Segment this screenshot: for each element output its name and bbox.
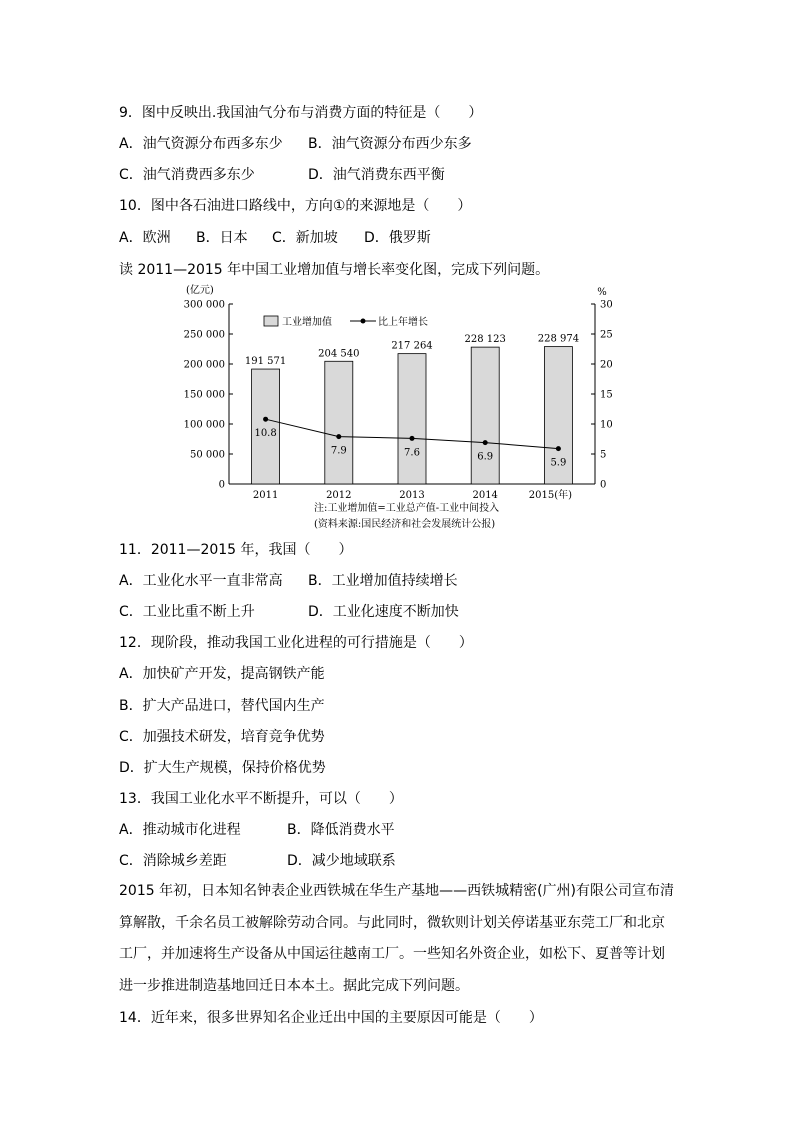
question-13-option-b: B．降低消费水平 <box>287 822 395 838</box>
question-10-option-b: B．日本 <box>196 230 248 246</box>
growth-point-2012 <box>336 434 341 439</box>
growth-label-2015: 5.9 <box>550 457 567 469</box>
growth-label-2012: 7.9 <box>330 445 347 457</box>
question-12-stem: 12．现阶段，推动我国工业化进程的可行措施是（ ） <box>119 635 473 651</box>
question-11-option-b: B．工业增加值持续增长 <box>308 573 458 589</box>
question-9-option-a: A．油气资源分布西多东少 <box>119 136 283 152</box>
question-11-option-c: C．工业比重不断上升 <box>119 604 255 620</box>
y-left-tick-label: 300 000 <box>183 299 225 311</box>
bar-label-2013: 217 264 <box>391 340 433 352</box>
growth-label-2014: 6.9 <box>477 451 494 463</box>
bar-label-2012: 204 540 <box>318 348 360 360</box>
question-11-option-d: D．工业化速度不断加快 <box>308 604 459 620</box>
legend-bar-label: 工业增加值 <box>282 317 332 328</box>
y-right-tick-label: 15 <box>600 389 613 401</box>
bar-label-2011: 191 571 <box>244 356 287 368</box>
question-9-stem: 9．图中反映出.我国油气分布与消费方面的特征是（ ） <box>119 105 483 121</box>
y-right-tick-label: 10 <box>600 419 613 431</box>
growth-label-2011: 10.8 <box>254 428 277 440</box>
y-left-tick-label: 200 000 <box>183 359 225 371</box>
question-9-option-d: D．油气消费东西平衡 <box>308 167 445 183</box>
question-12-option-b: B．扩大产品进口，替代国内生产 <box>119 698 325 714</box>
question-10-option-a: A．欧洲 <box>119 230 171 246</box>
bar-2014 <box>471 347 499 484</box>
question-10-stem: 10．图中各石油进口路线中，方向①的来源地是（ ） <box>119 198 472 214</box>
question-13-option-d: D．减少地域联系 <box>287 853 396 869</box>
y-right-tick-label: 20 <box>600 359 613 371</box>
x-tick-label: 2015(年) <box>528 490 573 501</box>
legend-line-marker <box>361 319 366 324</box>
question-12-option-d: D．扩大生产规模，保持价格优势 <box>119 760 326 776</box>
growth-label-2013: 7.6 <box>404 447 420 459</box>
question-11-option-a: A．工业化水平一直非常高 <box>119 573 283 589</box>
industry-chart <box>170 282 640 534</box>
legend-line-label: 比上年增长 <box>378 317 428 328</box>
y-left-unit: (亿元) <box>186 285 214 296</box>
question-9-option-c: C．油气消费西多东少 <box>119 167 255 183</box>
question-10-option-d: D．俄罗斯 <box>364 230 431 246</box>
growth-point-2015 <box>556 446 561 451</box>
bar-2011 <box>252 369 280 484</box>
y-left-tick-label: 250 000 <box>183 329 225 341</box>
y-right-unit: % <box>597 287 607 298</box>
question-9-option-b: B．油气资源分布西少东多 <box>308 136 472 152</box>
bar-label-2014: 228 123 <box>464 334 506 346</box>
chart-source: (资料来源:国民经济和社会发展统计公报) <box>314 519 496 530</box>
growth-point-2011 <box>263 417 268 422</box>
y-right-tick-label: 25 <box>600 329 613 341</box>
question-12-option-a: A．加快矿产开发，提高钢铁产能 <box>119 666 325 682</box>
x-tick-label: 2012 <box>326 490 352 501</box>
legend-bar-swatch <box>264 316 278 326</box>
growth-point-2013 <box>410 436 415 441</box>
y-right-tick-label: 5 <box>600 449 607 461</box>
x-tick-label: 2011 <box>252 490 279 501</box>
y-left-tick-label: 50 000 <box>190 449 225 461</box>
question-14-stem: 14．近年来，很多世界知名企业迁出中国的主要原因可能是（ ） <box>119 1010 543 1026</box>
y-left-tick-label: 100 000 <box>183 419 225 431</box>
question-10-option-c: C．新加坡 <box>272 230 338 246</box>
reading-passage: 2015 年初，日本知名钟表企业西铁城在华生产基地——西铁城精密(广州)有限公司宣布清算解散，千余名员工被解除劳动合同。与此同时，微软则计划关停诺基亚东莞工厂和北京工厂，并加速将生产设备从中国运往越南工厂。一些知名外资企业，如松下、夏普等计划进一步推进制造基地回迁日本本土。据此完成下列问题。 <box>119 883 675 994</box>
y-left-tick-label: 0 <box>218 479 225 491</box>
question-13-option-c: C．消除城乡差距 <box>119 853 227 869</box>
bar-label-2015: 228 974 <box>537 333 580 345</box>
question-13-stem: 13．我国工业化水平不断提升，可以（ ） <box>119 791 403 807</box>
y-right-tick-label: 0 <box>600 479 607 491</box>
y-left-tick-label: 150 000 <box>183 389 225 401</box>
x-tick-label: 2013 <box>399 490 425 501</box>
question-13-option-a: A．推动城市化进程 <box>119 822 241 838</box>
bar-2013 <box>398 354 426 484</box>
question-11-stem: 11．2011—2015 年，我国（ ） <box>119 542 353 558</box>
chart-note: 注:工业增加值=工业总产值-工业中间投入 <box>314 503 500 514</box>
y-right-tick-label: 30 <box>600 299 613 311</box>
x-tick-label: 2014 <box>472 490 498 501</box>
question-12-option-c: C．加强技术研发，培育竞争优势 <box>119 729 325 745</box>
growth-point-2014 <box>483 440 488 445</box>
bar-2012 <box>325 361 353 484</box>
chart-intro: 读 2011—2015 年中国工业增加值与增长率变化图，完成下列问题。 <box>119 262 550 278</box>
